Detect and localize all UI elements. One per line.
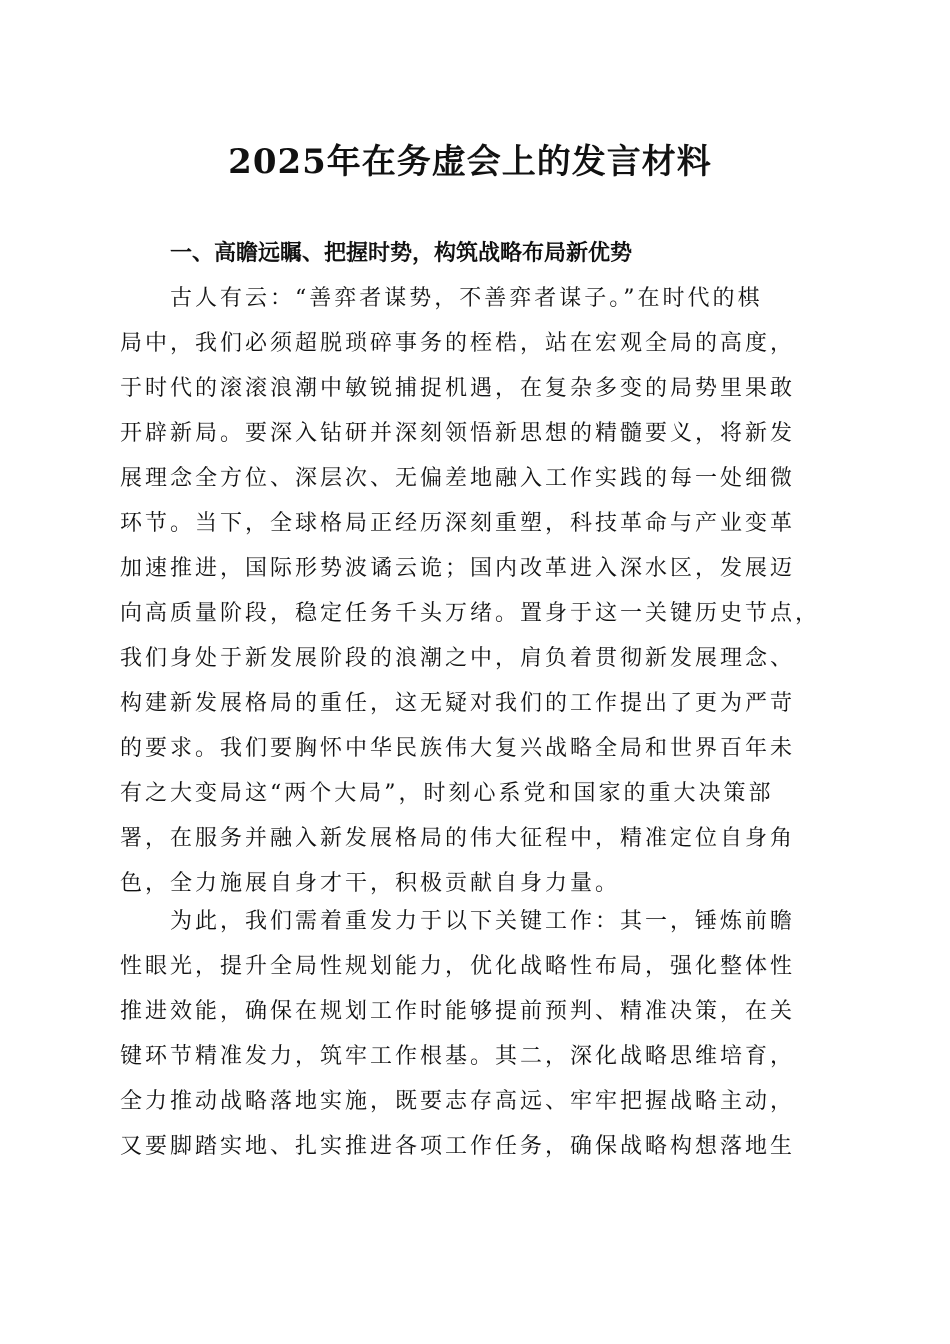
text-line: 开辟新局。要深入钻研并深刻领悟新思想的精髓要义，将新发 [120, 421, 796, 446]
text-line: 局中，我们必须超脱琐碎事务的桎梏，站在宏观全局的高度， [120, 331, 796, 356]
text-line: 又要脚踏实地、扎实推进各项工作任务，确保战略构想落地生 [120, 1134, 796, 1159]
text-line: 为此，我们需着重发力于以下关键工作：其一，锤炼前瞻 [120, 909, 796, 934]
text-line: 性眼光，提升全局性规划能力，优化战略性布局，强化整体性 [120, 954, 796, 979]
text-line: 推进效能，确保在规划工作时能够提前预判、精准决策，在关 [120, 999, 796, 1024]
text-line: 加速推进，国际形势波谲云诡；国内改革进入深水区，发展迈 [120, 556, 796, 581]
text-line: 色，全力施展自身才干，积极贡献自身力量。 [120, 871, 621, 896]
text-line: 于时代的滚滚浪潮中敏锐捕捉机遇，在复杂多变的局势里果敢 [120, 376, 796, 401]
text-line: 向高质量阶段，稳定任务千头万绪。置身于这一关键历史节点， [120, 601, 821, 626]
document-title: 2025年在务虚会上的发言材料 [228, 142, 712, 182]
section-heading: 一、高瞻远瞩、把握时势，构筑战略布局新优势 [170, 241, 633, 266]
text-line: 键环节精准发力，筑牢工作根基。其二，深化战略思维培育， [120, 1044, 796, 1069]
paragraph-1 [120, 276, 832, 906]
text-line: 我们身处于新发展阶段的浪潮之中，肩负着贯彻新发展理念、 [120, 646, 796, 671]
text-line: 展理念全方位、深层次、无偏差地融入工作实践的每一处细微 [120, 466, 796, 491]
paragraph-2 [120, 899, 832, 1169]
text-line: 有之大变局这“两个大局”，时刻心系党和国家的重大决策部 [120, 781, 774, 806]
text-line: 署，在服务并融入新发展格局的伟大征程中，精准定位自身角 [120, 826, 796, 851]
text-line: 构建新发展格局的重任，这无疑对我们的工作提出了更为严苛 [120, 691, 796, 716]
text-line: 古人有云：“善弈者谋势，不善弈者谋子。”在时代的棋 [120, 286, 763, 311]
text-line: 环节。当下，全球格局正经历深刻重塑，科技革命与产业变革 [120, 511, 796, 536]
text-line: 全力推动战略落地实施，既要志存高远、牢牢把握战略主动， [120, 1089, 796, 1114]
text-line: 的要求。我们要胸怀中华民族伟大复兴战略全局和世界百年未 [120, 736, 796, 761]
